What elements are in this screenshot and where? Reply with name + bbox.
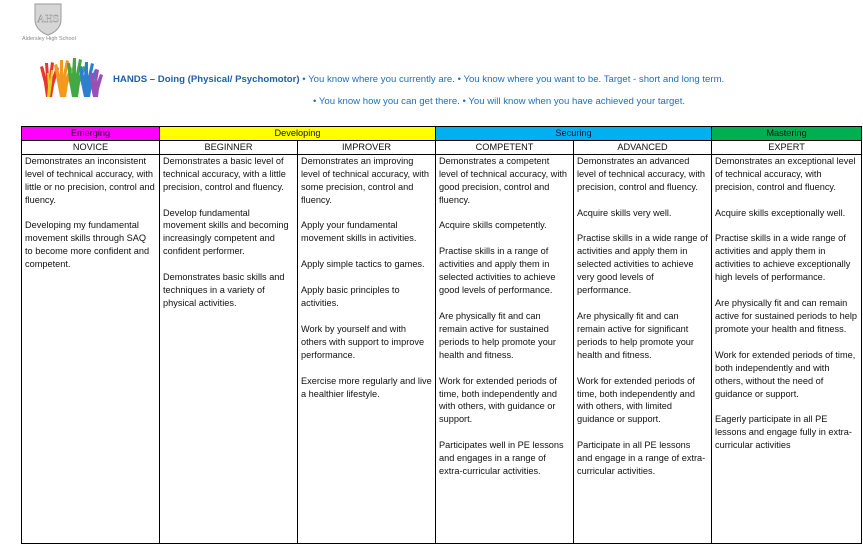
logo-school-name: Aldersley High School (22, 36, 76, 42)
descriptor-paragraph: Acquire skills exceptionally well. (715, 207, 846, 218)
descriptor-paragraph: Work for extended periods of time, both independently and with others, with guidance or support. (439, 375, 558, 425)
level-competent: COMPETENT (436, 140, 574, 154)
descriptor-paragraph: Demonstrates a competent level of technical accuracy, with good precision, control and fluency. (439, 155, 568, 205)
descriptor-paragraph: Practise skills in a wide range of activities and apply them in activities to achieve exceptionally high levels of performance. (715, 233, 851, 283)
header-line-2: • You know how you can get there. • You will know when you have achieved your target. (313, 96, 686, 107)
level-beginner: BEGINNER (160, 140, 298, 154)
descriptor-paragraph: Work by yourself and with others with support to improve performance. (301, 323, 425, 360)
band-emerging: Emerging (22, 127, 160, 141)
descriptor-paragraph: Work for extended periods of time, both independently and with others, without the need of guidance or support. (715, 349, 856, 399)
level-expert: EXPERT (712, 140, 862, 154)
band-mastering: Mastering (712, 127, 862, 141)
descriptor-paragraph: Are physically fit and can remain active for sustained periods to help promote your health and fitness. (715, 298, 858, 334)
descriptor-paragraph: Are physically fit and can remain active for sustained periods to help promote your health and fitness. (439, 310, 556, 360)
level-advanced: ADVANCED (574, 140, 712, 154)
descriptor-paragraph: Practise skills in a wide range of activities and apply them in selected activities to achieve very good levels of performance. (577, 233, 708, 296)
descriptor-paragraph: Apply your fundamental movement skills in activities. (301, 220, 417, 244)
descriptor-paragraph: Participate in all PE lessons and engage in a range of extra-curricular activities. (577, 440, 706, 477)
descriptor-paragraph: Develop fundamental movement skills and becoming increasingly competent and confident performer. (163, 207, 289, 257)
logo-initials: AHS (36, 13, 60, 25)
descriptor-paragraph: Demonstrates a basic level of technical accuracy, with a little precision, control and fluency. (163, 155, 286, 192)
descriptor-paragraph: Demonstrates an inconsistent level of technical accuracy, with little or no precision, control and fluency. (25, 155, 155, 205)
novice-descriptors (22, 154, 160, 543)
descriptor-paragraph: Work for extended periods of time, both independently and with others, with limited guidance or support. (577, 375, 696, 425)
descriptor-row (22, 154, 862, 543)
beginner-descriptors (160, 154, 298, 543)
descriptor-paragraph: Demonstrates an exceptional level of technical accuracy, with precision, control and fluency. (715, 155, 856, 192)
competent-descriptors (436, 154, 574, 543)
descriptor-paragraph: Are physically fit and can remain active for significant periods to help promote your health and fitness. (577, 310, 694, 360)
level-improver: IMPROVER (298, 140, 436, 154)
expert-descriptors (712, 154, 862, 543)
descriptor-paragraph: Participates well in PE lessons and engages in a range of extra-curricular activities. (439, 440, 564, 477)
descriptor-paragraph: Demonstrates basic skills and techniques in a variety of physical activities. (163, 272, 285, 308)
descriptor-paragraph: Developing my fundamental movement skills through SAQ to become more confident and competent. (25, 220, 150, 270)
descriptor-paragraph: Apply simple tactics to games. (301, 259, 425, 270)
descriptor-paragraph: Demonstrates an advanced level of technical accuracy, with precision, control and fluency. (577, 155, 706, 192)
page-title: HANDS – Doing (Physical/ Psychomotor) (113, 74, 300, 85)
descriptor-paragraph: Apply basic principles to activities. (301, 285, 400, 309)
descriptor-paragraph: Exercise more regularly and live a healthier lifestyle. (301, 375, 432, 399)
level-novice: NOVICE (22, 140, 160, 154)
band-developing: Developing (160, 127, 436, 141)
header-line-1 (113, 74, 724, 85)
skills-table (21, 126, 862, 544)
school-crest-icon (32, 2, 64, 36)
descriptor-paragraph: Acquire skills competently. (439, 220, 547, 231)
descriptor-paragraph: Practise skills in a range of activities and apply them in selected activities to achieve good levels of performance. (439, 246, 556, 296)
school-logo (22, 2, 74, 46)
band-row (22, 127, 862, 141)
descriptor-paragraph: Demonstrates an improving level of technical accuracy, with some precision, control and fluency. (301, 155, 430, 205)
advanced-descriptors (574, 154, 712, 543)
raised-hands-icon (38, 53, 104, 101)
band-securing: Securing (436, 127, 712, 141)
improver-descriptors (298, 154, 436, 543)
descriptor-paragraph: Eagerly participate in all PE lessons and engage fully in extra-curricular activities (715, 414, 852, 451)
level-row (22, 140, 862, 154)
descriptor-paragraph: Acquire skills very well. (577, 207, 672, 218)
header-targets-1: • You know where you currently are. • You know where you want to be. Target - short and long term. (299, 74, 725, 85)
